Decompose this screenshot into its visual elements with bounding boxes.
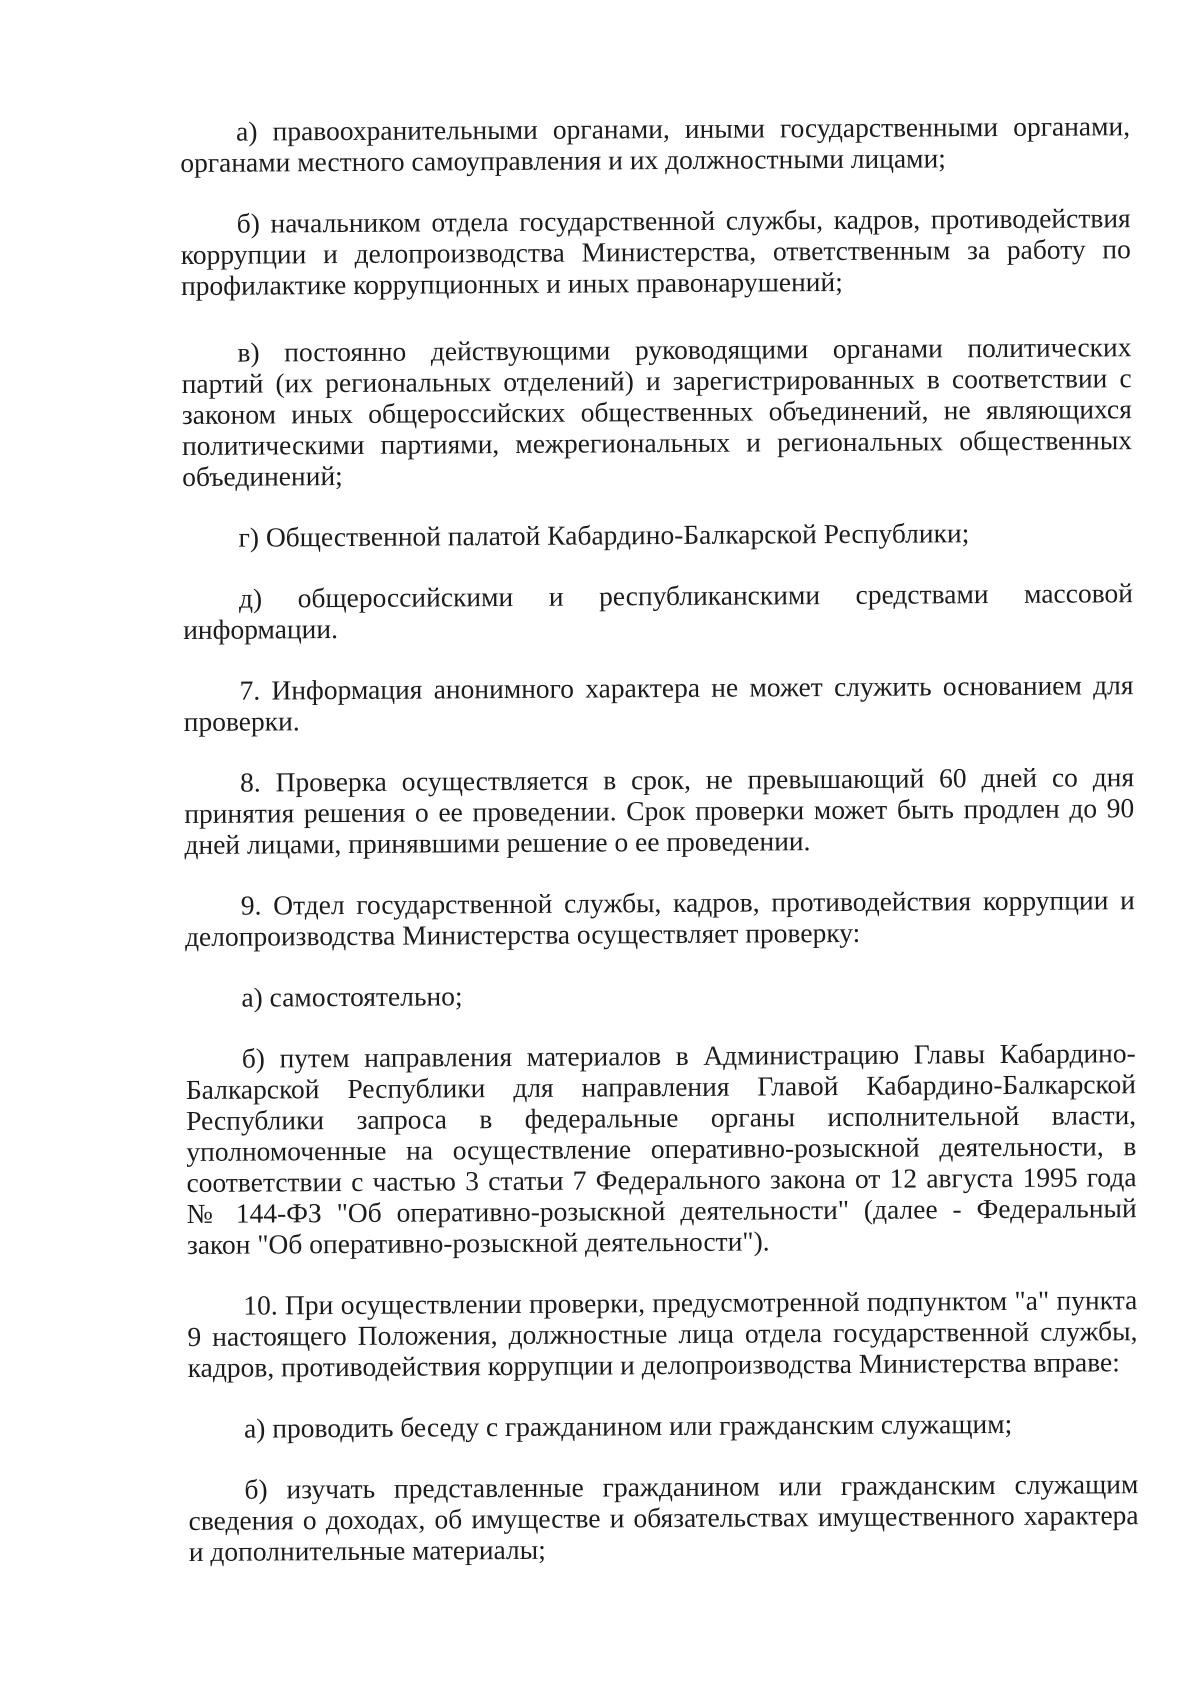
paragraph-9b: б) путем направления материалов в Администрацию Главы Кабардино-Балкарской Республики для направления Главой Кабардино-Балкарской Республики запроса в федеральные органы исполнительной власти, уполномоченные на осуществление оперативно-розыскной деятельности, в соответствии с частью 3 статьи 7 Федерального закона от 12 августа 1995 года № 144-ФЗ "Об оперативно-розыскной деятельности" (далее - Федеральный закон "Об оперативно-розыскной деятельности"). <box>185 1037 1137 1260</box>
paragraph-10a: а) проводить беседу с гражданином или гражданским служащим; <box>243 1407 1013 1444</box>
document-body <box>180 110 1139 1567</box>
paragraph-6b: б) начальником отдела государственной службы, кадров, противодействия коррупции и делопроизводства Министерства, ответственным за работу по профилактике коррупционных и иных правонарушений; <box>180 202 1131 301</box>
paragraph-10: 10. При осуществлении проверки, предусмотренной подпунктом "а" пункта 9 настоящего Положения, должностные лица отдела государственной службы, кадров, противодействия коррупции и делопроизводства Министерства вправе: <box>187 1284 1138 1383</box>
paragraph-8: 8. Проверка осуществляется в срок, не превышающий 60 дней со дня принятия решения о ее проведении. Срок проверки может быть продлен до 90 дней лицами, принявшими решение о ее проведении. <box>184 761 1135 860</box>
paragraph-6v: в) постоянно действующими руководящими органами политических партий (их региональных отделений) и зарегистрированных в соответствии с законом иных общероссийских общественных объединений, не являющихся политическими партиями, межрегиональных и региональных общественных объединений; <box>181 331 1133 492</box>
paragraph-9a: а) самостоятельно; <box>241 980 463 1013</box>
paragraph-6d: д) общероссийскими и республиканскими средствами массовой информации. <box>183 577 1134 645</box>
paragraph-7: 7. Информация анонимного характера не может служить основанием для проверки. <box>183 669 1134 737</box>
paragraph-6g: г) Общественной палатой Кабардино-Балкарской Республики; <box>238 517 970 553</box>
paragraph-10b: б) изучать представленные гражданином или гражданским служащим сведения о доходах, об имуществе и обязательствах имущественного характера и дополнительные материалы; <box>188 1468 1139 1567</box>
paragraph-6a: а) правоохранительными органами, иными государственными органами, органами местного самоуправления и их должностными лицами; <box>180 110 1131 178</box>
paragraph-9: 9. Отдел государственной службы, кадров, противодействия коррупции и делопроизводства Министерства осуществляет проверку: <box>184 884 1135 952</box>
